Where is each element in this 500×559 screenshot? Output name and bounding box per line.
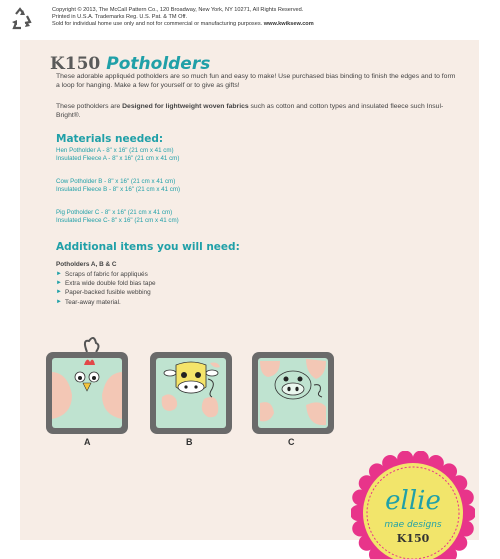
hen-potholder-illustration (44, 335, 134, 435)
fabric-text-end: such as cotton and cotton types and insulated fleece such Insul-Bright®. (56, 103, 444, 119)
material-line: Hen Potholder A - 8" x 16" (21 cm x 41 cm) (56, 147, 174, 154)
cow-potholder-illustration (148, 335, 238, 435)
list-item (56, 298, 156, 307)
fabric-text-bold: Designed for lightweight woven fabrics (122, 103, 249, 110)
bullet-arrow-icon: ► (56, 289, 62, 296)
bullet-arrow-icon: ► (56, 280, 62, 287)
materials-group-cow (56, 178, 180, 195)
intro-paragraph: These adorable appliquéd potholders are so much fun and easy to make! Use purchased bias binding to finish the edges and to form a loop for hanging. Make a few for yourself or to give as gifts! (56, 73, 456, 89)
list-item-text: Scraps of fabric for appliqués (65, 271, 148, 278)
list-item-text: Tear-away material. (65, 298, 121, 306)
copyright-block (52, 7, 492, 28)
material-line: Pig Potholder C - 8" x 16" (21 cm x 41 cm) (56, 209, 173, 216)
additional-items-heading: Additional items you will need: (56, 241, 240, 253)
page-title (50, 54, 210, 74)
material-line: Insulated Fleece B - 8" x 16" (21 cm x 41 cm) (56, 186, 181, 194)
copyright-use-note: Sold for individual home use only and not for commercial or manufacturing purposes. (52, 21, 263, 27)
pattern-name: Potholders (106, 54, 211, 74)
list-item-text: Paper-backed fusible webbing (65, 289, 151, 297)
materials-group-hen (56, 147, 179, 164)
material-line: Insulated Fleece C- 8" x 16" (21 cm x 41 cm) (56, 217, 179, 225)
additional-items-list (56, 270, 156, 307)
fabric-paragraph (56, 102, 456, 120)
list-item-text: Extra wide double fold bias tape (65, 280, 156, 288)
copyright-line-2: Printed in U.S.A. Trademarks Reg. U.S. Pat. & TM Off. (52, 14, 188, 20)
pattern-number: K150 (50, 54, 101, 74)
badge-designs-text: mae designs (384, 520, 442, 530)
badge-pattern-number: K150 (396, 532, 430, 545)
potholder-figures (44, 335, 304, 485)
materials-heading: Materials needed: (56, 133, 164, 145)
bullet-arrow-icon: ► (56, 271, 62, 277)
list-item (56, 270, 156, 279)
fabric-text-start: These potholders are (56, 103, 123, 110)
list-item (56, 288, 156, 297)
additional-items-subheading: Potholders A, B & C (56, 261, 117, 268)
badge-script-text: ellie (385, 486, 441, 516)
materials-group-pig (56, 209, 179, 226)
bullet-arrow-icon: ► (56, 298, 62, 305)
material-line: Cow Potholder B - 8" x 16" (21 cm x 41 cm) (56, 178, 176, 185)
material-line: Insulated Fleece A - 8" x 16" (21 cm x 41 cm) (56, 155, 180, 163)
figure-label-b: B (186, 437, 193, 447)
copyright-line-3 (52, 21, 492, 28)
pig-potholder-illustration (250, 335, 340, 435)
designer-logo-badge (351, 451, 475, 559)
website-link[interactable]: www.kwiksew.com (263, 21, 314, 27)
pattern-panel (20, 40, 479, 545)
figure-label-a: A (84, 437, 91, 447)
figure-label-c: C (288, 437, 295, 447)
list-item (56, 279, 156, 288)
copyright-line-1: Copyright © 2013, The McCall Pattern Co., 120 Broadway, New York, NY 10271, All Rights Reserved. (52, 7, 304, 13)
recycle-icon (8, 6, 34, 32)
